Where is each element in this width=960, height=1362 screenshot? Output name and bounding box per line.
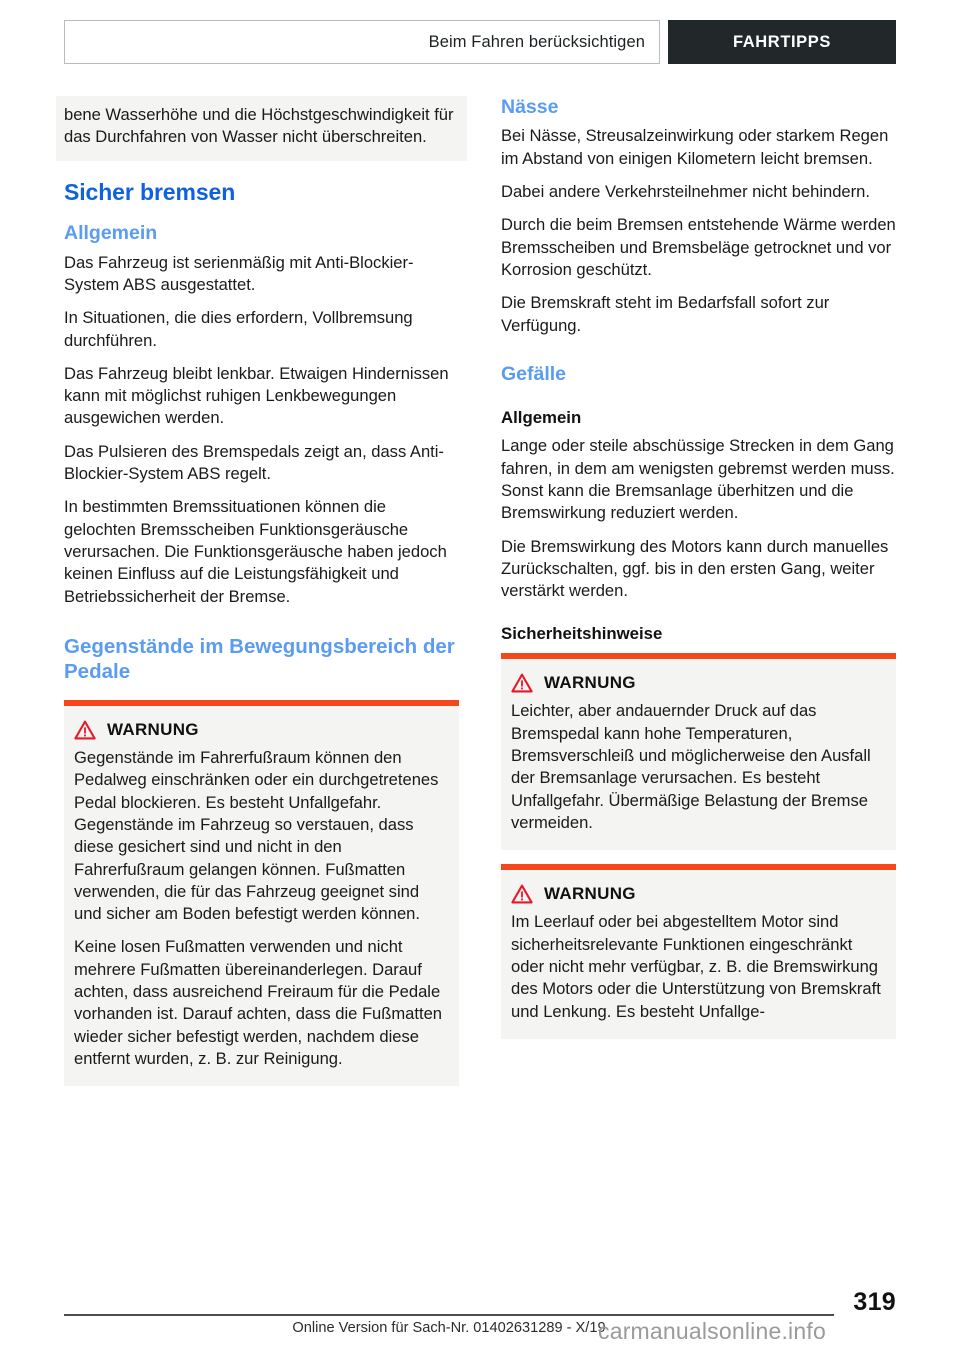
- warning-paragraph: Im Leerlauf oder bei abgestelltem Motor sind sicherheitsrelevante Funktionen eingeschränkt oder nicht mehr verfügbar, z. B. die Bremswirkung des Motors oder die Unterstützung von Bremskraft und Lenkung. Es besteht Unfallge-: [511, 912, 881, 1021]
- section-title-box: [64, 20, 660, 64]
- warning-box: [501, 653, 896, 850]
- paragraph: In Situationen, die dies erfordern, Vollbremsung durchführen.: [64, 308, 413, 350]
- paragraph: Das Fahrzeug ist serienmäßig mit Anti-Blockier-System ABS ausgestattet.: [64, 252, 414, 294]
- warning-header: [511, 884, 886, 904]
- heading-gegenstaende-pedale: Gegenstände im Bewegungsbereich der Pedale: [64, 634, 455, 683]
- warning-triangle-icon: [511, 884, 533, 904]
- heading-allgemein: Allgemein: [64, 222, 158, 245]
- page-footer: [64, 1282, 896, 1344]
- heading-allgemein-black: Allgemein: [501, 408, 582, 428]
- section-title: Beim Fahren berücksichtigen: [428, 32, 645, 51]
- warning-triangle-icon: [74, 720, 96, 740]
- heading-sicherheitshinweise: Sicherheitshinweise: [501, 624, 663, 644]
- online-version-note: Online Version für Sach-Nr. 01402631289 - X/19: [292, 1320, 606, 1336]
- warning-header: [74, 720, 449, 740]
- paragraph: Dabei andere Verkehrsteilnehmer nicht behindern.: [501, 182, 870, 202]
- watermark: carmanualsonline.info: [598, 1318, 826, 1344]
- paragraph: Die Bremskraft steht im Bedarfsfall sofort zur Verfügung.: [501, 293, 830, 335]
- page-number: 319: [853, 1288, 896, 1316]
- left-column: [64, 96, 459, 1100]
- page-content: [64, 96, 896, 1100]
- right-column: [501, 96, 896, 1100]
- warning-box: [64, 700, 459, 1086]
- continued-paragraph: bene Wasserhöhe und die Höchstgeschwindigkeit für das Durchfahren von Wasser nicht überschreiten.: [64, 105, 454, 147]
- chapter-tab: [668, 20, 896, 64]
- warning-header: [511, 673, 886, 693]
- paragraph: Das Fahrzeug bleibt lenkbar. Etwaigen Hindernissen kann mit möglichst ruhigen Lenkbewegungen ausgewichen werden.: [64, 363, 449, 428]
- paragraph: Durch die beim Bremsen entstehende Wärme werden Bremsscheiben und Bremsbeläge getrocknet und vor Korrosion geschützt.: [501, 215, 896, 279]
- warning-label: WARNUNG: [544, 884, 636, 904]
- continued-paragraph-block: [56, 96, 467, 161]
- paragraph: Bei Nässe, Streusalzeinwirkung oder starkem Regen im Abstand von einigen Kilometern leicht bremsen.: [501, 126, 889, 168]
- warning-label: WARNUNG: [544, 673, 636, 693]
- warning-paragraph: Leichter, aber andauernder Druck auf das Bremspedal kann hohe Temperaturen, Bremsverschleiß und möglicherweise den Ausfall der Bremsanlage verursachen. Es besteht Unfallgefahr. Übermäßige Belastung der Bremse vermeiden.: [511, 701, 871, 832]
- paragraph: Lange oder steile abschüssige Strecken in dem Gang fahren, in dem am wenigsten gebremst werden muss. Sonst kann die Bremsanlage überhitzen und die Bremswirkung reduziert werden.: [501, 436, 895, 523]
- paragraph: In bestimmten Bremssituationen können die gelochten Bremsscheiben Funktionsgeräusche verursachen. Die Funktionsgeräusche haben jedoch keinen Einfluss auf die Leistungsfähigkeit und Betriebssicherheit der Bremse.: [64, 497, 447, 606]
- paragraph: Das Pulsieren des Bremspedals zeigt an, dass Anti-Blockier-System ABS regelt.: [64, 441, 444, 484]
- warning-label: WARNUNG: [107, 719, 199, 739]
- page-title: Sicher bremsen: [64, 178, 236, 205]
- warning-paragraph: Gegenstände im Fahrerfußraum können den Pedalweg einschränken oder ein durchgetretenes Pedal blockieren. Es besteht Unfallgefahr. Gegenstände im Fahrzeug so verstauen, dass diese gesichert sind und nicht in den Fahrerfußraum gelangen können. Fußmatten verwenden, die für das Fahrzeug geeignet sind und sicher am Boden befestigt werden können.: [74, 747, 439, 924]
- heading-naesse: Nässe: [501, 96, 559, 118]
- warning-triangle-icon: [511, 673, 533, 693]
- warning-paragraph: Keine losen Fußmatten verwenden und nicht mehrere Fußmatten übereinanderlegen. Darauf achten, dass ausreichend Freiraum für die Pedale vorhanden ist. Darauf achten, dass die Fußmatten wieder sicher befestigt werden, nachdem diese entfernt wurden, z. B. zur Reinigung.: [74, 937, 442, 1069]
- warning-box: [501, 864, 896, 1039]
- page-header: [64, 20, 896, 64]
- footer-divider: [64, 1314, 834, 1316]
- heading-gefaelle: Gefälle: [501, 362, 567, 385]
- paragraph: Die Bremswirkung des Motors kann durch manuelles Zurückschalten, ggf. bis in den ersten Gang, weiter verstärkt werden.: [501, 536, 889, 601]
- chapter-tab-label: FAHRTIPPS: [733, 32, 831, 51]
